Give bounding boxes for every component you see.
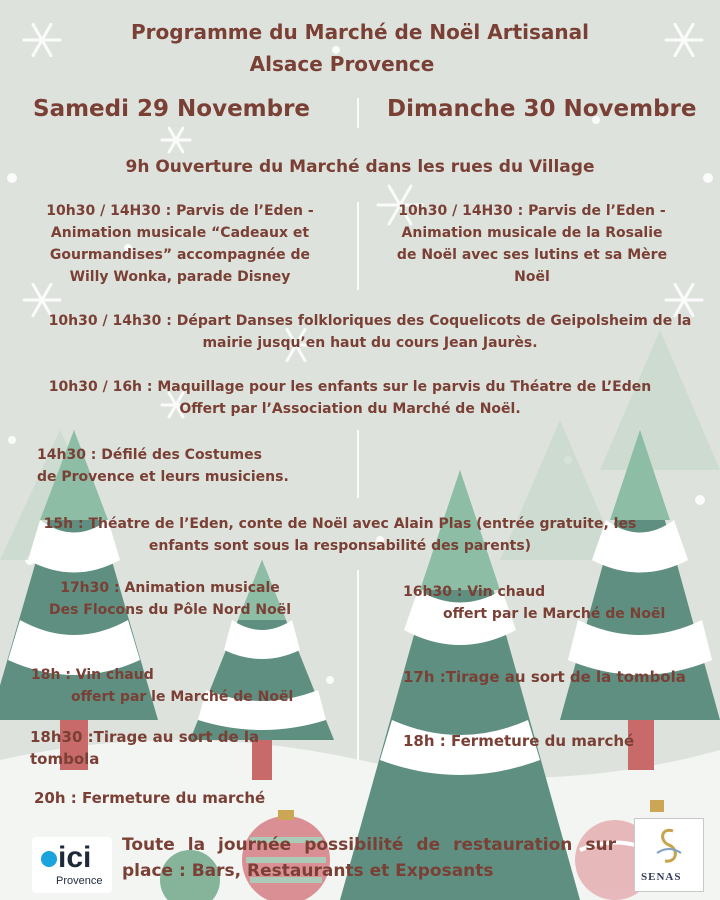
event-line: enfants sont sous la responsabilité des parents) bbox=[148, 538, 532, 554]
event-line: 14h30 : Défilé des Costumes bbox=[37, 447, 262, 463]
ici-logo-word: ici bbox=[58, 841, 92, 874]
saturday-closing-event: 20h : Fermeture du marché bbox=[34, 789, 266, 807]
maquillage-event bbox=[20, 376, 680, 420]
event-line: 10h30 / 14h30 : Départ Danses folkloriques des Coquelicots de Geipolsheim de la bbox=[48, 313, 692, 329]
column-divider bbox=[357, 202, 359, 290]
event-line: Noël bbox=[514, 269, 550, 285]
ici-provence-logo bbox=[32, 837, 112, 893]
footer-line: place : Bars, Restaurants et Exposants bbox=[122, 861, 494, 881]
event-line: Willy Wonka, parade Disney bbox=[69, 269, 291, 285]
event-line: 16h30 : Vin chaud bbox=[403, 584, 546, 600]
event-line: Animation musicale de la Rosalie bbox=[401, 225, 663, 241]
event-line: 18h30 :Tirage au sort de la bbox=[30, 728, 260, 746]
event-line: tombola bbox=[30, 750, 100, 768]
event-line: offert par le Marché de Noël bbox=[71, 689, 294, 705]
column-divider bbox=[357, 430, 359, 498]
event-line: Des Flocons du Pôle Nord Noël bbox=[48, 602, 292, 618]
event-line: mairie jusqu’en haut du cours Jean Jaurès. bbox=[202, 335, 538, 351]
sunday-eden-event bbox=[372, 200, 692, 288]
danses-event bbox=[20, 310, 720, 354]
saturday-heading: Samedi 29 Novembre bbox=[33, 96, 311, 122]
event-line: 10h30 / 14H30 : Parvis de l’Eden - bbox=[46, 203, 314, 219]
event-line: 10h30 / 14H30 : Parvis de l’Eden - bbox=[398, 203, 666, 219]
event-line: Animation musicale “Cadeaux et bbox=[50, 225, 310, 241]
senas-logo-word: SENAS bbox=[641, 871, 682, 883]
sunday-tombola-event: 17h :Tirage au sort de la tombola bbox=[403, 668, 686, 686]
poster-title-line2: Alsace Provence bbox=[249, 52, 435, 76]
poster-title-line1: Programme du Marché de Noël Artisanal bbox=[131, 20, 589, 44]
footer-restauration bbox=[122, 832, 616, 884]
sunday-closing-event: 18h : Fermeture du marché bbox=[403, 732, 635, 750]
sunday-heading: Dimanche 30 Novembre bbox=[387, 96, 697, 122]
event-line: de Noël avec ses lutins et sa Mère bbox=[396, 247, 668, 263]
saturday-tombola-event bbox=[30, 726, 330, 770]
event-line: 10h30 / 16h : Maquillage pour les enfants sur le parvis du Théatre de L’Eden bbox=[48, 379, 652, 395]
event-line: Offert par l’Association du Marché de Noël. bbox=[179, 401, 521, 417]
event-line: 15h : Théatre de l’Eden, conte de Noël avec Alain Plas (entrée gratuite, les bbox=[43, 516, 637, 532]
saturday-costumes-event bbox=[37, 444, 337, 488]
senas-emblem-icon bbox=[635, 823, 703, 873]
conte-event bbox=[20, 513, 660, 557]
event-line: 18h : Vin chaud bbox=[31, 667, 154, 683]
column-divider bbox=[357, 98, 359, 128]
ici-dot-icon bbox=[41, 851, 57, 867]
sunday-vin-event bbox=[403, 581, 703, 625]
event-line: offert par le Marché de Noël bbox=[443, 606, 666, 622]
saturday-flocons-event bbox=[20, 577, 320, 621]
senas-logo bbox=[634, 818, 704, 892]
event-line: de Provence et leurs musiciens. bbox=[37, 469, 289, 485]
event-line: 17h30 : Animation musicale bbox=[60, 580, 280, 596]
opening-line: 9h Ouverture du Marché dans les rues du Village bbox=[125, 157, 595, 177]
saturday-eden-event bbox=[20, 200, 340, 288]
ici-logo-sub: Provence bbox=[56, 875, 103, 887]
footer-line: Toute la journée possibilité de restauration sur bbox=[122, 835, 616, 855]
saturday-vin-event bbox=[31, 664, 331, 708]
event-line: Gourmandises” accompagnée de bbox=[49, 247, 311, 263]
column-divider bbox=[357, 570, 359, 760]
